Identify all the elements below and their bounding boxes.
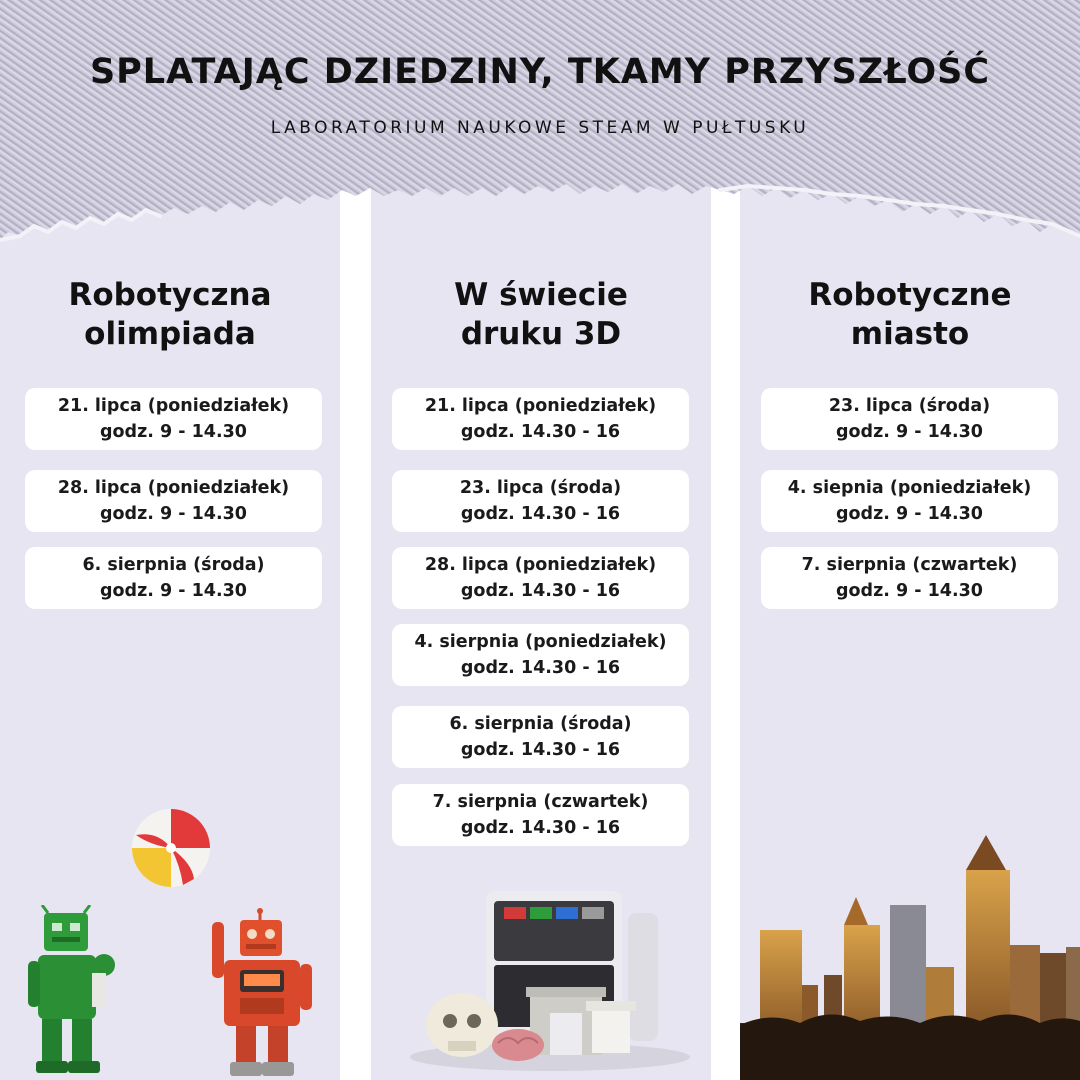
session-card	[761, 388, 1058, 450]
session-time: godz. 14.30 - 16	[460, 504, 621, 524]
session-date: 7. sierpnia (czwartek)	[432, 792, 649, 812]
session-time: godz. 14.30 - 16	[460, 658, 621, 678]
column-title	[740, 276, 1080, 354]
3d-printer-illustration	[400, 885, 700, 1080]
session-card	[392, 624, 689, 686]
session-time: godz. 9 - 14.30	[100, 504, 247, 524]
session-date: 7. sierpnia (czwartek)	[801, 555, 1018, 575]
session-card	[392, 388, 689, 450]
red-robot-illustration	[210, 908, 322, 1078]
session-date: 21. lipca (poniedziałek)	[57, 396, 290, 416]
session-time: godz. 14.30 - 16	[460, 581, 621, 601]
session-time: godz. 14.30 - 16	[460, 422, 621, 442]
session-card	[392, 784, 689, 846]
column-title	[371, 276, 711, 354]
session-date: 28. lipca (poniedziałek)	[57, 478, 290, 498]
column-title	[0, 276, 340, 354]
session-time: godz. 9 - 14.30	[836, 422, 983, 442]
session-time: godz. 9 - 14.30	[836, 581, 983, 601]
session-date: 4. sierpnia (poniedziałek)	[414, 632, 667, 652]
session-card	[761, 470, 1058, 532]
session-date: 6. sierpnia (środa)	[82, 555, 265, 575]
column-title-line1: Robotyczne	[808, 277, 1012, 313]
session-card	[25, 388, 322, 450]
page-subtitle: LABORATORIUM NAUKOWE STEAM W PUŁTUSKU	[270, 118, 810, 138]
column-title-line1: Robotyczna	[68, 277, 272, 313]
session-time: godz. 9 - 14.30	[100, 422, 247, 442]
session-card	[25, 547, 322, 609]
page-title: SPLATAJĄC DZIEDZINY, TKAMY PRZYSZŁOŚĆ	[89, 52, 991, 92]
column-title-line2: olimpiada	[84, 316, 256, 352]
column-title-line1: W świecie	[454, 277, 628, 313]
green-robot-illustration	[22, 905, 122, 1075]
session-date: 23. lipca (środa)	[459, 478, 622, 498]
session-time: godz. 9 - 14.30	[836, 504, 983, 524]
city-skyline-illustration	[740, 835, 1080, 1080]
session-date: 6. sierpnia (środa)	[449, 714, 632, 734]
session-date: 28. lipca (poniedziałek)	[424, 555, 657, 575]
session-time: godz. 9 - 14.30	[100, 581, 247, 601]
session-card	[761, 547, 1058, 609]
session-card	[392, 547, 689, 609]
beach-ball-illustration	[128, 805, 214, 891]
session-card	[25, 470, 322, 532]
column-title-line2: druku 3D	[460, 316, 622, 352]
session-card	[392, 706, 689, 768]
session-card	[392, 470, 689, 532]
session-date: 23. lipca (środa)	[828, 396, 991, 416]
session-date: 4. siepnia (poniedziałek)	[787, 478, 1032, 498]
session-time: godz. 14.30 - 16	[460, 818, 621, 838]
session-date: 21. lipca (poniedziałek)	[424, 396, 657, 416]
column-title-line2: miasto	[850, 316, 970, 352]
session-time: godz. 14.30 - 16	[460, 740, 621, 760]
